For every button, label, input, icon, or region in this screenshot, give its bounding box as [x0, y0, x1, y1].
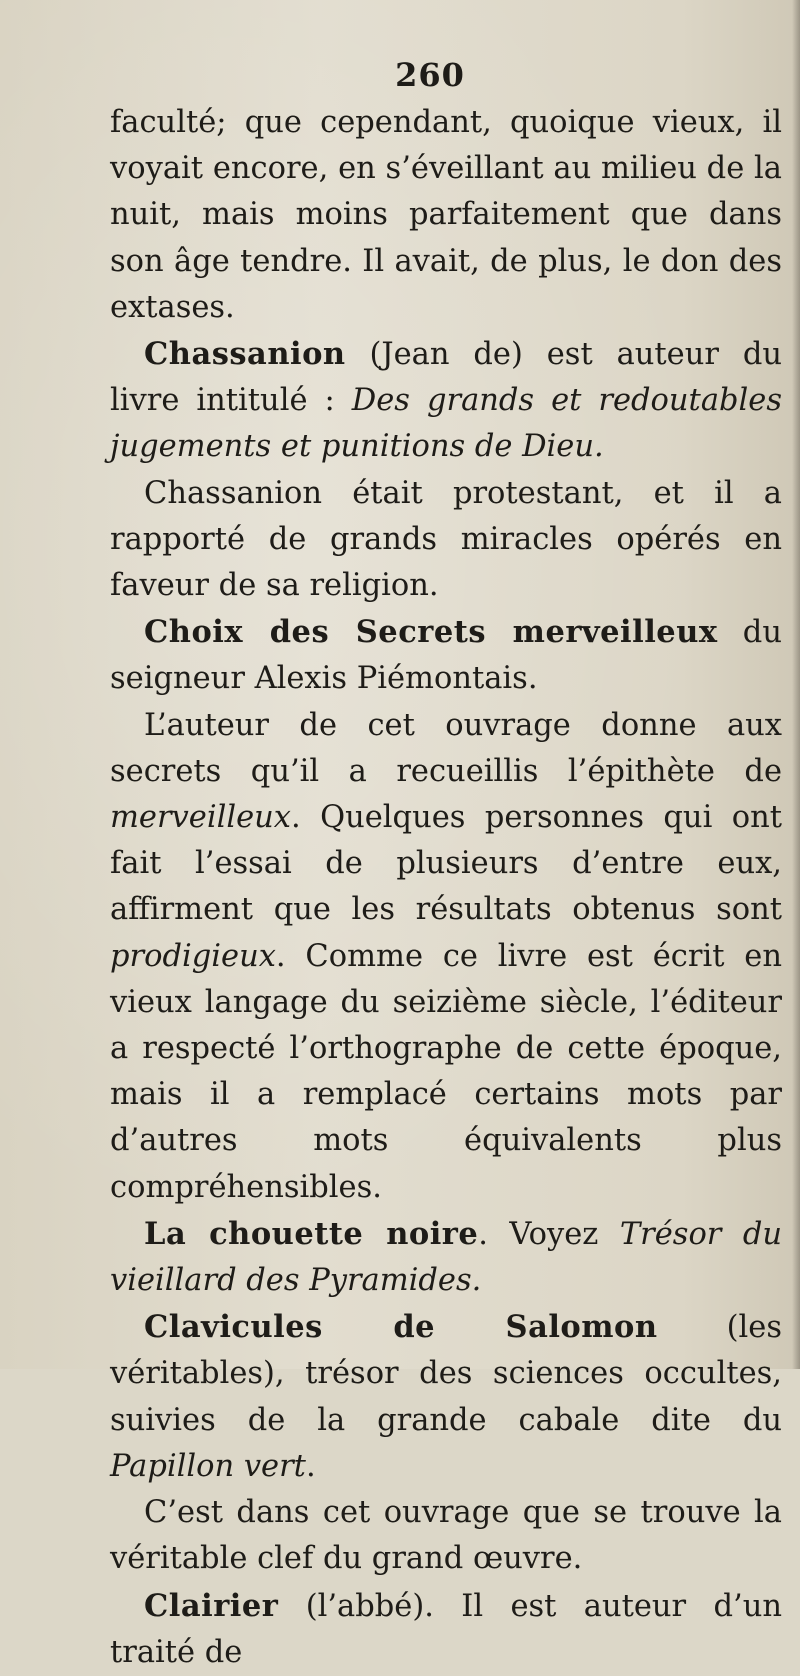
body-text — [110, 100, 782, 1676]
paragraph-text: L’auteur de cet ouvrage donne aux secrets qu’il a recueillis l’épithète de — [110, 707, 782, 789]
italic-text: Papillon vert — [110, 1448, 306, 1484]
page-number: 260 — [395, 56, 465, 94]
paragraph-text: . — [305, 1448, 316, 1484]
paragraph-text: . Comme ce livre est écrit en vieux langage du seizième siècle, l’éditeur a respecté l’orthographe de cette époque, mais il a remplacé certains mots par d’autres mots équivalents plus compréhensibles. — [110, 938, 782, 1205]
paragraph — [110, 703, 782, 1211]
paragraph-text: (les véritables), trésor des sciences occultes, suivies de la grande cabale dite du — [110, 1310, 782, 1438]
paragraph — [110, 609, 782, 702]
paragraph-text: . Voyez — [478, 1216, 620, 1252]
paragraph-text: (l’abbé). Il est auteur d’un traité de — [110, 1588, 782, 1670]
italic-text: Trésor du vieillard des Pyramides. — [110, 1216, 782, 1299]
entry-title: Chassanion — [144, 336, 346, 373]
entry-title: Clavicules de Salomon — [144, 1309, 658, 1346]
paragraph-text: C’est dans cet ouvrage que se trouve la véritable clef du grand œuvre. — [110, 1495, 782, 1577]
entry-title: La chouette noire — [144, 1215, 479, 1252]
paragraph-text: (Jean de) est auteur du livre intitulé : — [110, 337, 782, 419]
paragraph — [110, 1490, 782, 1582]
italic-text: prodigieux — [110, 938, 276, 974]
italic-text: merveilleux — [110, 800, 291, 836]
paragraph-text: Chassanion était protestant, et il a rapporté de grands miracles opérés en faveur de sa religion. — [110, 475, 782, 604]
paragraph — [110, 471, 782, 610]
paragraph — [110, 100, 782, 331]
italic-text: Des grands et redoutables jugements et punitions de Dieu. — [110, 383, 782, 465]
paragraph — [110, 1304, 782, 1490]
paragraph-text: du seigneur Alexis Piémontais. — [110, 615, 782, 697]
entry-title: Clairier — [144, 1587, 279, 1624]
paragraph-text: faculté; que cependant, quoique vieux, il voyait encore, en s’éveillant au milieu de la nuit, mais moins parfaitement que dans son âge tendre. Il avait, de plus, le don des extases. — [110, 105, 782, 325]
paragraph — [110, 1583, 782, 1676]
paragraph-text: . Quelques personnes qui ont fait l’essai de plusieurs d’entre eux, affirment que les résultats obtenus sont — [110, 800, 782, 928]
entry-title: Choix des Secrets merveilleux — [144, 614, 718, 651]
page-spine-shadow — [792, 0, 800, 1369]
paragraph — [110, 331, 782, 471]
paragraph — [110, 1211, 782, 1304]
